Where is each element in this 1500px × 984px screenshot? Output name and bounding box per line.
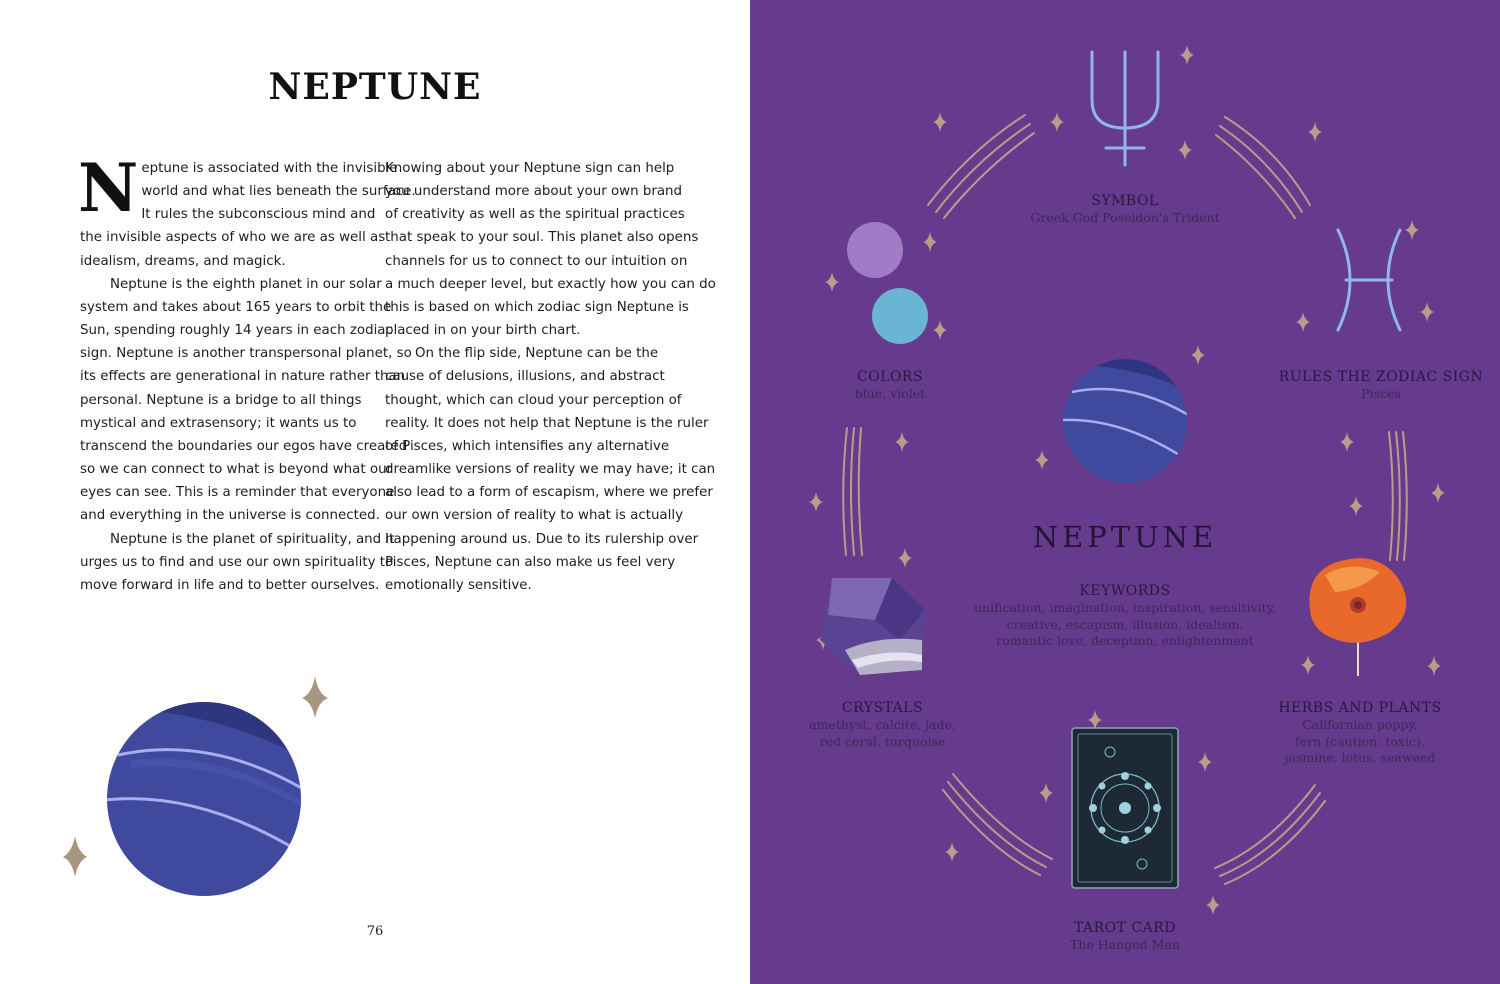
- text-line: Neptune is the planet of spirituality, and it: [110, 531, 395, 547]
- poppy-flower-icon: [1309, 558, 1406, 676]
- text-line: our own version of reality to what is actually: [385, 508, 684, 524]
- colors-label: [810, 369, 970, 403]
- page-title: NEPTUNE: [268, 66, 482, 108]
- sparkle-icon: [1308, 122, 1322, 142]
- sparkle-icon: [1405, 220, 1419, 240]
- text-line: sign. Neptune is another transpersonal planet, so: [80, 346, 412, 362]
- colors-text: blue, violet: [854, 386, 926, 401]
- tarot-card-icon: [1072, 728, 1178, 888]
- keywords-heading: KEYWORDS: [1079, 583, 1171, 599]
- text-line: idealism, dreams, and magick.: [80, 253, 286, 269]
- crystals-heading: CRYSTALS: [841, 700, 924, 716]
- text-line: its effects are generational in nature rather than: [80, 369, 406, 385]
- text-line: mystical and extrasensory; it wants us to: [80, 415, 357, 431]
- text-line: so we can connect to what is beyond what our: [80, 462, 393, 478]
- text-line: thought, which can cloud your perception of: [385, 392, 682, 408]
- planet-neptune-icon: [1060, 355, 1190, 483]
- sparkle-icon: [1349, 496, 1363, 516]
- keywords-line: unification, imagination, inspiration, sensitivity,: [974, 600, 1276, 615]
- crystals-line: red coral, turquoise: [819, 733, 946, 749]
- sparkle-icon: [302, 676, 328, 718]
- text-line: urges us to find and use our own spirituality to: [80, 554, 394, 570]
- text-line: move forward in life and to better ourselves.: [80, 577, 380, 593]
- tarot-label: [1025, 920, 1225, 954]
- text-line: channels for us to connect to our intuition on: [385, 253, 688, 269]
- sparkle-icon: [1191, 345, 1205, 365]
- text-line: Sun, spending roughly 14 years in each zodiac: [80, 323, 393, 339]
- text-line: Neptune is the eighth planet in our solar: [110, 276, 382, 292]
- sparkle-icon: [1198, 752, 1212, 772]
- text-line: this is based on which zodiac sign Neptune is: [385, 299, 689, 315]
- neptune-infographic: [750, 0, 1500, 984]
- text-line: system and takes about 165 years to orbit the: [80, 299, 392, 315]
- text-line: a much deeper level, but exactly how you can do: [385, 276, 716, 292]
- sparkle-icon: [63, 836, 87, 877]
- text-line: It rules the subconscious mind and: [141, 207, 376, 223]
- zodiac-heading: RULES THE ZODIAC SIGN: [1278, 369, 1484, 385]
- tarot-heading: TAROT CARD: [1073, 920, 1177, 936]
- herbs-heading: HERBS AND PLANTS: [1278, 700, 1442, 716]
- sparkle-icon: [933, 320, 947, 340]
- text-line: that speak to your soul. This planet also opens: [385, 230, 699, 246]
- sparkle-icon: [1296, 312, 1310, 332]
- text-line: Pisces, Neptune can also make us feel very: [385, 554, 676, 570]
- pisces-icon: [1338, 230, 1400, 330]
- crystals-line: amethyst, calcite, jade,: [809, 717, 956, 732]
- sparkle-icon: [809, 492, 823, 512]
- herbs-line: Californian poppy,: [1302, 717, 1418, 732]
- sparkle-icon: [898, 548, 912, 568]
- text-line: transcend the boundaries our egos have created: [80, 438, 408, 454]
- symbol-label: [975, 193, 1275, 227]
- sparkle-icon: [945, 842, 959, 862]
- text-line: eyes can see. This is a reminder that everyone: [80, 485, 395, 501]
- trident-icon: [1092, 52, 1158, 165]
- herbs-line: jasmine, lotus, seaweed: [1284, 750, 1436, 765]
- sparkle-icon: [1206, 895, 1220, 915]
- sparkle-icon: [933, 112, 947, 132]
- text-line: On the flip side, Neptune can be the: [415, 346, 659, 362]
- text-line: placed in on your birth chart.: [385, 323, 581, 339]
- sparkle-icon: [825, 272, 839, 292]
- sparkle-icon: [923, 232, 937, 252]
- text-line: personal. Neptune is a bridge to all things: [80, 392, 362, 408]
- sparkle-icon: [1050, 112, 1064, 132]
- violet-swatch: [847, 222, 903, 278]
- sparkle-icon: [1178, 140, 1192, 160]
- keywords-label: [950, 583, 1300, 650]
- text-line: cause of delusions, illusions, and abstract: [385, 369, 665, 385]
- text-line: emotionally sensitive.: [385, 577, 532, 593]
- symbol-heading: SYMBOL: [1091, 193, 1159, 209]
- blue-swatch: [872, 288, 928, 344]
- text-line: eptune is associated with the invisible: [141, 161, 398, 176]
- zodiac-text: Pisces: [1361, 386, 1401, 401]
- sparkle-icon: [1427, 656, 1441, 676]
- sparkle-icon: [1431, 483, 1445, 503]
- right-page: [750, 0, 1500, 984]
- keywords-line: creative, escapism, illusion, idealism,: [1006, 616, 1244, 632]
- zodiac-label: [1265, 369, 1497, 403]
- sparkle-icon: [1035, 450, 1049, 470]
- text-line: reality. It does not help that Neptune is the ruler: [385, 415, 709, 431]
- sparkle-icon: [1039, 783, 1053, 803]
- page-number: 76: [366, 924, 384, 939]
- text-line: of creativity as well as the spiritual practices: [385, 207, 685, 223]
- keywords-line: romantic love, deception, enlightenment: [996, 633, 1254, 648]
- planet-neptune-icon: [100, 700, 310, 896]
- colors-heading: COLORS: [856, 369, 924, 385]
- sparkle-icon: [895, 432, 909, 452]
- text-line: of Pisces, which intensifies any alternative: [385, 438, 670, 454]
- planet-name-heading: NEPTUNE: [1032, 520, 1218, 554]
- text-line: happening around us. Due to its rulership over: [385, 531, 699, 547]
- text-line: the invisible aspects of who we are as well as: [80, 230, 386, 246]
- text-line: you understand more about your own brand: [385, 184, 683, 200]
- herbs-line: fern (caution: toxic),: [1295, 733, 1425, 749]
- text-line: and everything in the universe is connected.: [80, 508, 380, 524]
- amethyst-crystal-icon: [820, 578, 925, 675]
- sparkle-icon: [1301, 655, 1315, 675]
- tarot-text: The Hanged Man: [1070, 937, 1180, 952]
- text-line: dreamlike versions of reality we may have; it can: [385, 462, 716, 478]
- sparkle-icon: [1420, 302, 1434, 322]
- drop-cap: N: [78, 149, 139, 227]
- text-line: also lead to a form of escapism, where we prefer: [385, 485, 713, 501]
- text-line: Knowing about your Neptune sign can help: [385, 161, 675, 176]
- sparkle-icon: [1340, 432, 1354, 452]
- herbs-label: [1265, 700, 1455, 767]
- text-line: world and what lies beneath the surface.: [141, 184, 416, 200]
- crystals-label: [795, 700, 970, 750]
- symbol-text: Greek God Poseidon's Trident: [1030, 210, 1220, 225]
- sparkle-icon: [1180, 45, 1194, 65]
- sparkle-icon: [1088, 710, 1102, 730]
